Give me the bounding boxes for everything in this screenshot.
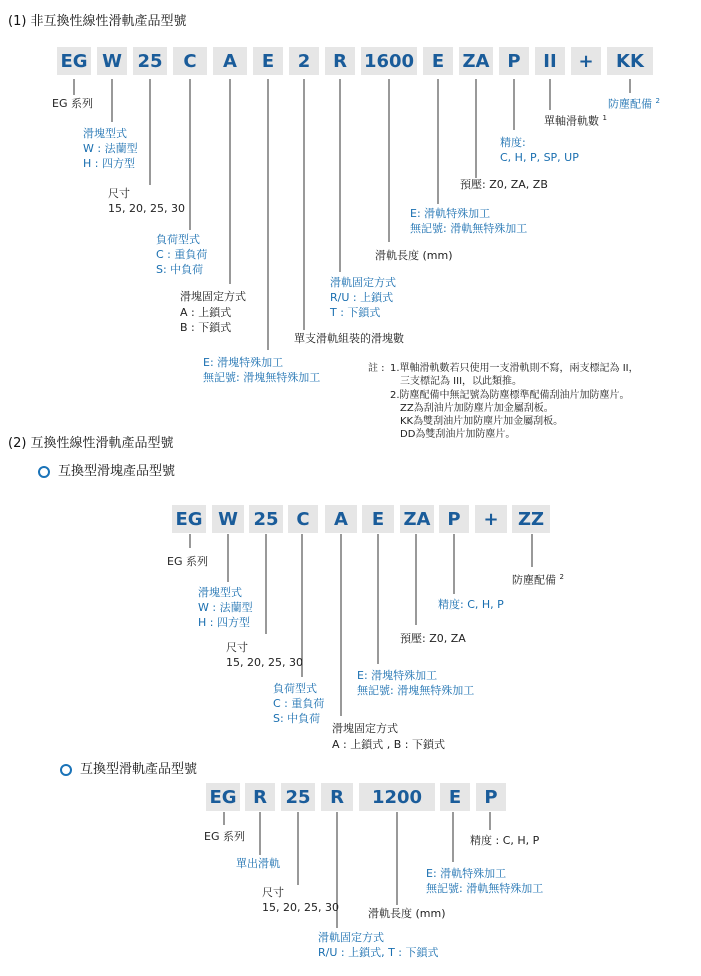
label-size-vals: 15, 20, 25, 30 [108,202,185,215]
label-mount-a: A : 上鎖式 [180,306,232,319]
block-code-mount: A [325,505,357,533]
label-block-none: 無記號: 滑塊無特殊加工 [203,371,321,384]
code-accuracy: P [499,47,529,75]
block-label-series: EG 系列 [167,555,208,568]
code-block-special: E [253,47,283,75]
block-code-load: C [288,505,318,533]
code-rail-special: E [423,47,453,75]
code-size: 25 [133,47,167,75]
label-rail-special: E: 滑軌特殊加工 [410,207,491,220]
rail-label-series: EG 系列 [204,830,245,843]
label-mount: 滑塊固定方式 [180,290,246,303]
block-label-mount: 滑塊固定方式 [332,722,398,735]
label-rail-mount-ru: R/U : 上鎖式 [330,291,394,304]
block-code-accuracy: P [439,505,469,533]
label-rail-none: 無記號: 滑軌無特殊加工 [410,222,528,235]
block-label-preload: 預壓: Z0, ZA [400,632,466,645]
label-block-special: E: 滑塊特殊加工 [203,356,284,369]
block-label-accuracy: 精度: C, H, P [438,598,504,611]
note-2a: 2.防塵配備中無記號為防塵標準配備刮油片加防塵片。 [390,390,630,401]
block-code-special: E [362,505,394,533]
block-label-special: E: 滑塊特殊加工 [357,669,438,682]
rail-code-r: R [245,783,275,811]
block-code-type: W [212,505,244,533]
label-load-type: 負荷型式 [156,233,200,246]
code-dust: KK [607,47,653,75]
code-rails-per-axis: II [535,47,565,75]
label-rail-mount: 滑軌固定方式 [330,276,396,289]
rail-code-special: E [440,783,470,811]
rail-code-length: 1200 [359,783,435,811]
rail-label-single: 單出滑軌 [236,857,280,870]
rail-subtitle: 互換型滑軌產品型號 [60,758,197,777]
code-preload: ZA [459,47,493,75]
label-preload: 預壓: Z0, ZA, ZB [460,178,548,191]
block-label-type: 滑塊型式 [198,586,242,599]
block-code-size: 25 [249,505,283,533]
bullet-icon [38,466,50,478]
block-code-dust: ZZ [512,505,550,533]
note-2b: ZZ為刮油片加防塵片加金屬刮板。 [400,403,554,414]
block-label-none: 無記號: 滑塊無特殊加工 [357,684,475,697]
label-accuracy-vals: C, H, P, SP, UP [500,151,579,164]
block-label-load-s: S: 中負荷 [273,712,321,725]
block-label-load-c: C : 重負荷 [273,697,325,710]
label-rail-length: 滑軌長度 (mm) [375,249,453,262]
label-load-c: C : 重負荷 [156,248,208,261]
code-block-type: W [97,47,127,75]
label-mount-b: B : 下鎖式 [180,321,232,334]
label-blocks-per-rail: 單支滑軌組裝的滑塊數 [294,332,404,345]
block-code-series: EG [172,505,206,533]
label-size: 尺寸 [108,187,130,200]
label-series: EG 系列 [52,97,93,110]
code-rail-length: 1600 [361,47,417,75]
code-blocks-per-rail: 2 [289,47,319,75]
label-block-type-w: W : 法蘭型 [83,142,138,155]
notes-prefix: 註 : [368,363,385,374]
block-label-load: 負荷型式 [273,682,317,695]
rail-code-series: EG [206,783,240,811]
rail-label-mount-vals: R/U : 上鎖式, T : 下鎖式 [318,946,439,959]
label-rails-per-axis: 單軸滑軌數 $^1$ [544,114,607,128]
block-subtitle: 互換型滑塊產品型號 [38,460,175,479]
block-label-mount-ab: A : 上鎖式 , B : 下鎖式 [332,738,445,751]
block-code-preload: ZA [400,505,434,533]
note-2c: KK為雙刮油片加防塵片加金屬刮板。 [400,416,564,427]
block-label-type-w: W : 法蘭型 [198,601,253,614]
label-dust: 防塵配備 $^2$ [608,97,660,111]
rail-label-accuracy: 精度 : C, H, P [470,834,540,847]
label-accuracy: 精度: [500,136,526,149]
rail-label-mount: 滑軌固定方式 [318,931,384,944]
label-block-type-h: H : 四方型 [83,157,135,170]
block-label-type-h: H : 四方型 [198,616,250,629]
rail-label-none: 無記號: 滑軌無特殊加工 [426,882,544,895]
label-load-s: S: 中負荷 [156,263,204,276]
code-series: EG [57,47,91,75]
rail-label-special: E: 滑軌特殊加工 [426,867,507,880]
section1-title: (1) 非互換性線性滑軌產品型號 [8,14,187,29]
note-1b: 三支標記為 III，以此類推。 [400,376,523,387]
note-1a: 1.單軸滑軌數若只使用一支滑軌則不寫，兩支標記為 II， [390,363,639,374]
rail-code-mount: R [321,783,353,811]
rail-label-size-vals: 15, 20, 25, 30 [262,901,339,914]
code-rail-mount: R [325,47,355,75]
rail-code-accuracy: P [476,783,506,811]
block-label-dust: 防塵配備 $^2$ [512,573,564,587]
label-block-type: 滑塊型式 [83,127,127,140]
code-plus: + [571,47,601,75]
rail-label-size: 尺寸 [262,886,284,899]
rail-label-length: 滑軌長度 (mm) [368,907,446,920]
note-2d: DD為雙刮油片加防塵片。 [400,429,516,440]
block-label-size-vals: 15, 20, 25, 30 [226,656,303,669]
bullet-icon [60,764,72,776]
block-code-plus: + [475,505,507,533]
rail-code-size: 25 [281,783,315,811]
block-label-size: 尺寸 [226,641,248,654]
section2-title: (2) 互換性線性滑軌產品型號 [8,436,174,451]
code-load-type: C [173,47,207,75]
code-mount: A [213,47,247,75]
label-rail-mount-t: T : 下鎖式 [330,306,381,319]
